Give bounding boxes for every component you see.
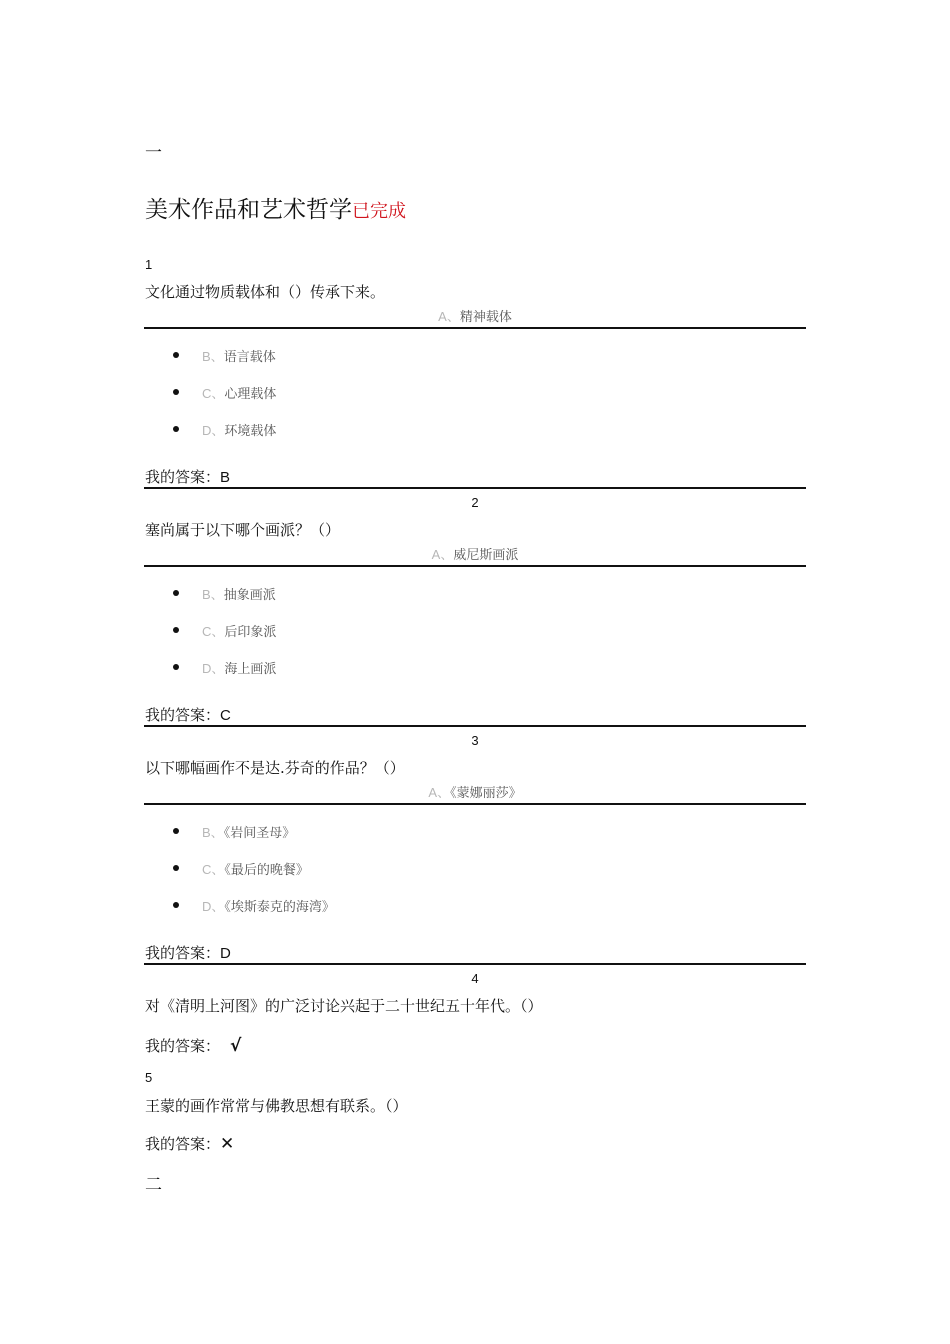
check-mark-icon: √	[230, 1036, 242, 1056]
question-text: 以下哪幅画作不是达.芬奇的作品？（）	[145, 759, 405, 777]
bullet	[173, 627, 179, 633]
answer-value: C	[220, 707, 231, 724]
status-badge: 已完成	[352, 201, 406, 222]
question-number: 4	[471, 971, 479, 986]
question-number: 2	[471, 495, 479, 510]
option-c[interactable]	[202, 859, 309, 878]
answer-label: 我的答案：	[145, 706, 221, 724]
option-text: 《岩间圣母》	[223, 826, 296, 841]
bullet	[173, 865, 179, 871]
option-text: 抽象画派	[223, 588, 276, 603]
option-letter: B	[202, 587, 211, 602]
cross-mark-icon: ✕	[220, 1134, 235, 1154]
option-d[interactable]	[202, 896, 335, 915]
section-heading-1: 一	[145, 143, 162, 163]
divider	[144, 327, 806, 329]
option-b[interactable]	[202, 346, 276, 365]
option-text: 环境载体	[224, 424, 277, 439]
divider	[144, 487, 806, 489]
question-text: 对《清明上河图》的广泛讨论兴起于二十世纪五十年代。（）	[145, 997, 543, 1015]
answer-label: 我的答案：	[145, 1037, 221, 1055]
question-text: 文化通过物质载体和（）传承下来。	[145, 283, 386, 301]
answer-label: 我的答案：	[145, 468, 221, 486]
option-text: 精神载体	[459, 310, 512, 325]
bullet	[173, 590, 179, 596]
section-heading-2: 二	[145, 1175, 162, 1195]
bullet	[173, 389, 179, 395]
option-separator: 、	[211, 661, 225, 676]
question-number: 3	[471, 733, 479, 748]
option-letter: D	[202, 899, 212, 914]
option-a[interactable]	[0, 544, 950, 563]
my-answer	[145, 704, 231, 725]
option-letter: A	[438, 309, 447, 324]
question-number: 1	[145, 257, 153, 272]
bullet	[173, 902, 179, 908]
title-text: 美术作品和艺术哲学	[145, 197, 352, 223]
page-title	[145, 191, 406, 224]
option-separator: 、	[211, 862, 225, 877]
bullet	[173, 828, 179, 834]
divider	[144, 963, 806, 965]
option-separator: 、	[211, 899, 225, 914]
option-c[interactable]	[202, 383, 276, 402]
option-letter: C	[202, 386, 212, 401]
option-text: 语言载体	[223, 350, 276, 365]
option-letter: B	[202, 825, 211, 840]
option-separator: 、	[440, 547, 454, 562]
option-b[interactable]	[202, 822, 295, 841]
option-letter: B	[202, 349, 211, 364]
option-text: 心理载体	[224, 387, 277, 402]
option-letter: D	[202, 423, 212, 438]
option-d[interactable]	[202, 420, 276, 439]
bullet	[173, 352, 179, 358]
bullet	[173, 426, 179, 432]
option-separator: 、	[211, 386, 225, 401]
answer-label: 我的答案：	[145, 944, 221, 962]
option-text: 《蒙娜丽莎》	[450, 786, 522, 801]
option-a[interactable]	[0, 306, 950, 325]
option-letter: A	[428, 785, 438, 800]
my-answer	[145, 1035, 241, 1056]
option-letter: C	[202, 862, 212, 877]
my-answer	[145, 466, 230, 487]
option-separator: 、	[210, 587, 224, 602]
question-text: 塞尚属于以下哪个画派？（）	[145, 521, 341, 539]
my-answer	[145, 1133, 234, 1154]
option-separator: 、	[210, 349, 224, 364]
option-separator: 、	[446, 309, 460, 324]
option-letter: D	[202, 661, 212, 676]
bullet	[173, 664, 179, 670]
my-answer	[145, 942, 231, 963]
option-c[interactable]	[202, 621, 276, 640]
option-text: 海上画派	[224, 662, 277, 677]
divider	[144, 725, 806, 727]
answer-value: B	[220, 469, 231, 486]
option-text: 后印象派	[224, 625, 277, 640]
question-text: 王蒙的画作常常与佛教思想有联系。（）	[145, 1097, 408, 1115]
option-separator: 、	[211, 624, 225, 639]
answer-label: 我的答案：	[145, 1135, 221, 1153]
divider	[144, 565, 806, 567]
option-letter: C	[202, 624, 212, 639]
option-text: 威尼斯画派	[453, 548, 519, 563]
option-separator: 、	[210, 825, 224, 840]
divider	[144, 803, 806, 805]
option-separator: 、	[211, 423, 225, 438]
option-a[interactable]	[0, 782, 950, 801]
option-text: 《最后的晚餐》	[224, 863, 309, 878]
option-d[interactable]	[202, 658, 276, 677]
option-separator: 、	[437, 785, 451, 800]
option-text: 《埃斯泰克的海湾》	[224, 900, 335, 915]
option-b[interactable]	[202, 584, 276, 603]
answer-value: D	[220, 945, 231, 962]
option-letter: A	[431, 547, 441, 562]
question-number: 5	[145, 1070, 153, 1085]
